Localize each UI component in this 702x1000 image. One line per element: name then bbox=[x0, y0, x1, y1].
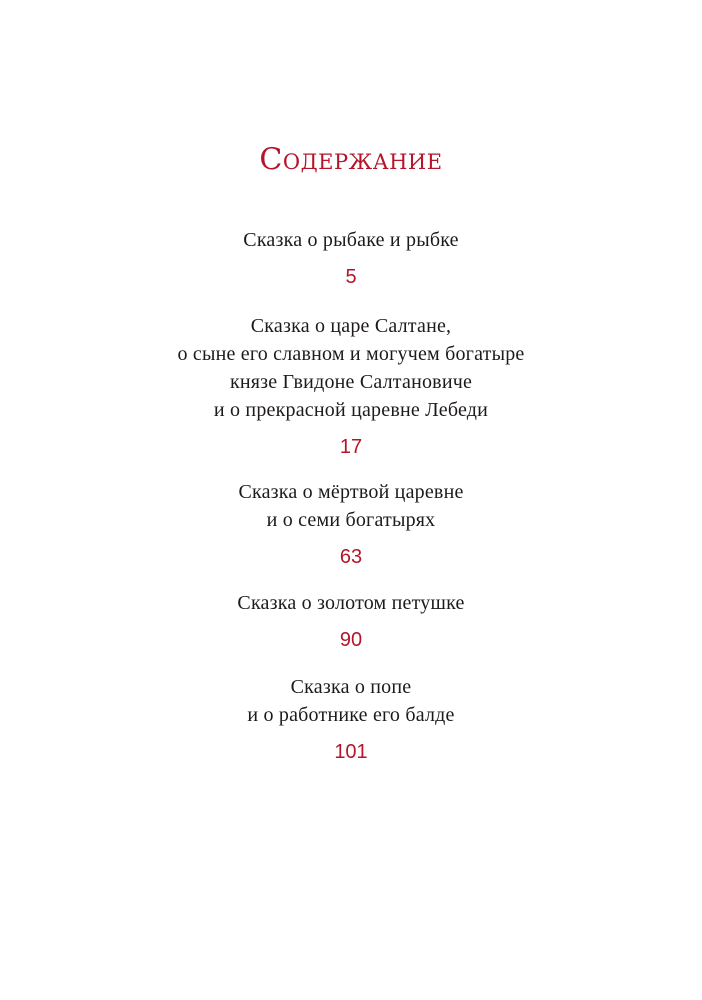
toc-entry-title bbox=[0, 478, 702, 534]
toc-entry[interactable] bbox=[0, 589, 702, 653]
toc-entry-title-line: и о семи богатырях bbox=[266, 509, 436, 531]
toc-entry-title-line: Сказка о попе bbox=[290, 676, 412, 698]
toc-entry-title-line: о сыне его славном и могучем богатыре bbox=[177, 343, 525, 365]
toc-entry[interactable] bbox=[0, 312, 702, 460]
toc-entry[interactable] bbox=[0, 673, 702, 765]
toc-entry[interactable] bbox=[0, 226, 702, 290]
toc-entry-title-line: Сказка о рыбаке и рыбке bbox=[243, 229, 459, 251]
toc-entry[interactable] bbox=[0, 478, 702, 570]
toc-entry-page-number: 63 bbox=[339, 546, 363, 568]
toc-entry-title-line: князе Гвидоне Салтановиче bbox=[229, 371, 473, 393]
toc-entry-page-number: 101 bbox=[334, 741, 368, 763]
page-title: Содержание bbox=[259, 142, 443, 177]
toc-entry-title-line: Сказка о мёртвой царевне bbox=[238, 481, 464, 503]
toc-entry-page-number: 17 bbox=[339, 436, 363, 458]
toc-entry-title bbox=[0, 312, 702, 424]
toc-entry-title-line: и о работнике его балде bbox=[247, 704, 455, 726]
toc-entry-title bbox=[0, 673, 702, 729]
toc-entry-title bbox=[0, 589, 702, 617]
toc-entry-title-line: и о прекрасной царевне Лебеди bbox=[213, 399, 489, 421]
toc-entry-page-number: 5 bbox=[345, 266, 357, 288]
toc-entry-page-number: 90 bbox=[339, 629, 363, 651]
toc-entry-title-line: Сказка о золотом петушке bbox=[237, 592, 465, 614]
toc-entry-title bbox=[0, 226, 702, 254]
toc-entry-title-line: Сказка о царе Салтане, bbox=[250, 315, 452, 337]
